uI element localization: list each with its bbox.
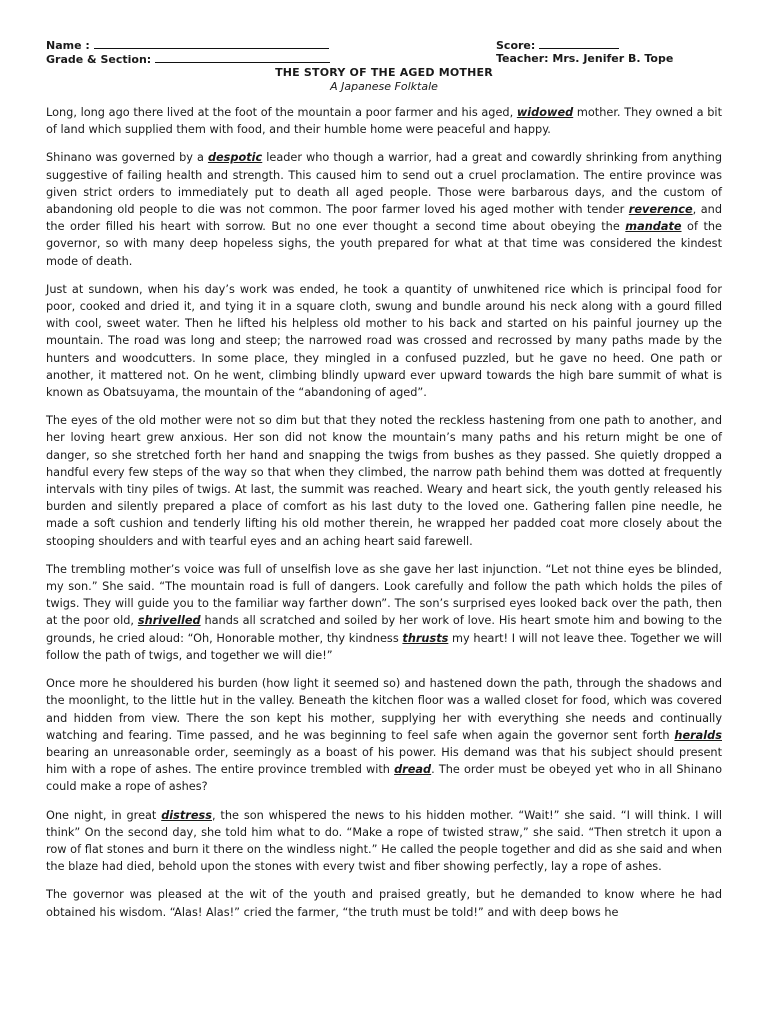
header-row-2 <box>46 52 722 66</box>
story-paragraph <box>46 561 722 664</box>
paragraph-text: of the governor, so with many deep hopeless sighs, the youth prepared for what at that time was considered the kindest mode of death. <box>46 220 722 268</box>
paragraph-text: Shinano was governed by a <box>46 151 208 165</box>
grade-field[interactable] <box>46 52 330 67</box>
vocabulary-word: distress <box>161 808 212 822</box>
vocabulary-word: dread <box>394 763 432 777</box>
vocabulary-word: despotic <box>207 151 263 165</box>
vocabulary-word: widowed <box>516 106 574 119</box>
story-paragraph <box>46 149 722 269</box>
vocabulary-word: heralds <box>674 728 722 742</box>
name-label: Name : <box>46 39 90 52</box>
paragraph-text: , the son whispered the news to his hidden mother. “Wait!” she said. “I will think. I will think” On the second day, she told him what to do. “Make a rope of twisted straw,” she said. “Then stretch it upon a row of flat stones and burn it there on the windless night.” He called the people together and did as she said and when the blaze had died, behold upon the stones with every twist and fiber showing perfectly, lay a rope of ashes. <box>46 808 722 874</box>
grade-label: Grade & Section: <box>46 53 152 66</box>
paragraph-text: The eyes of the old mother were not so dim but that they noted the reckless hastening from one path to another, and her loving heart grew anxious. Her son did not know the mountain’s many paths and his return might be one of danger, so she stretched forth her hand and snapping the twigs from bushes as they passed. She quietly dropped a handful every few steps of the way so that when they climbed, the narrow path behind them was dotted at frequently intervals with tiny piles of twigs. At last, the summit was reached. Weary and heart sick, the youth gently released his burden and silently prepared a place of comfort as his last duty to the loved one. Gathering fallen pine needle, he made a soft cushion and tenderly lifting his old mother therein, he wrapped her padded coat more closely about the stooping shoulders and with tearful eyes and an aching heart said farewell. <box>46 414 722 548</box>
story-paragraph <box>46 281 722 401</box>
paragraph-text: , and the order filled his heart with sorrow. But no one ever thought a second time about obeying the <box>46 203 722 234</box>
score-blank[interactable] <box>539 38 619 49</box>
paragraph-text: Once more he shouldered his burden (how light it seemed so) and hastened down the path, through the shadows and the moonlight, to the little hut in the valley. Beneath the kitchen floor was a walled closet for food, which was covered and hidden from view. There the son kept his mother, supplying her with everything she needs and continually watching and fearing. Time passed, and he was beginning to feel safe when again the governor sent forth <box>46 677 722 742</box>
paragraph-text: The governor was pleased at the wit of the youth and praised greatly, but he demanded to know where he had obtained his wisdom. “Alas! Alas!” cried the farmer, “the truth must be told!” and with deep bows he <box>46 888 722 919</box>
vocabulary-word: shrivelled <box>137 614 201 628</box>
name-field[interactable] <box>46 38 329 53</box>
header-row-1 <box>46 38 722 52</box>
paragraph-text: my heart! I will not leave thee. Together we will follow the path of twigs, and together we will die!” <box>46 631 722 662</box>
story-paragraph <box>46 104 722 138</box>
paragraph-text: mother. They owned a bit of land which supplied them with food, and their humble home were peaceful and happy. <box>46 106 722 137</box>
story-paragraph <box>46 675 722 795</box>
story-subtitle: A Japanese Folktale <box>330 80 438 93</box>
paragraph-text: leader who though a warrior, had a great and cowardly shrinking from anything suggestive of failing health and strength. This caused him to send out a cruel proclamation. The entire province was given strict orders to immediately put to death all aged people. Those were barbarous days, and the custom of abandoning old people to die was not common. The poor farmer loved his aged mother with tender <box>46 151 722 217</box>
paragraph-text: hands all scratched and soiled by her work of love. His heart smote him and bowing to the grounds, he cried aloud: “Oh, Honorable mother, thy kindness <box>46 614 722 645</box>
story-title: THE STORY OF THE AGED MOTHER <box>275 66 493 79</box>
name-blank[interactable] <box>94 38 329 49</box>
paragraph-text: The trembling mother’s voice was full of unselfish love as she gave her last injunction. “Let not thine eyes be blinded, my son.” She said. “The mountain road is full of dangers. Look carefully and follow the path which holds the piles of twigs. They will guide you to the familiar way farther down”. The son’s surprised eyes looked back over the path, then at the poor old, <box>46 562 722 628</box>
story-paragraph <box>46 412 722 550</box>
story-paragraph <box>46 886 722 920</box>
paragraph-text: One night, in great <box>46 808 162 822</box>
vocabulary-word: thrusts <box>402 631 449 645</box>
paragraph-text: Long, long ago there lived at the foot of the mountain a poor farmer and his aged, <box>46 106 517 119</box>
worksheet-page <box>46 38 722 932</box>
story-paragraph <box>46 807 722 876</box>
paragraph-text: . The order must be obeyed yet who in all Shinano could make a rope of ashes? <box>46 763 723 794</box>
story-body <box>46 104 722 921</box>
vocabulary-word: mandate <box>625 220 682 234</box>
paragraph-text: Just at sundown, when his day’s work was ended, he took a quantity of unwhitened rice which is principal food for poor, cooked and dried it, and tying it in a square cloth, swung and bundle around his neck along with a gourd filled with cool, sweet water. Then he lifted his helpless old mother to his back and started on his painful journey up the mountain. The road was long and steep; the narrowed road was crossed and recrossed by many paths made by the hunters and woodcutters. In some place, they mingled in a confused puzzled, but he gave no heed. One path or another, it mattered not. On he went, climbing blindly upward ever upward towards the high bare summit of what is known as Obatsuyama, the mountain of the “abandoning of aged”. <box>46 282 722 400</box>
score-label: Score: <box>496 39 536 52</box>
teacher-label: Teacher: Mrs. Jenifer B. Tope <box>496 52 674 65</box>
grade-blank[interactable] <box>155 52 330 63</box>
vocabulary-word: reverence <box>628 203 693 217</box>
score-field[interactable] <box>496 38 619 53</box>
paragraph-text: bearing an unreasonable order, seemingly as a boast of his power. His demand was that his subject should present him with a rope of ashes. The entire province trembled with <box>46 745 722 777</box>
